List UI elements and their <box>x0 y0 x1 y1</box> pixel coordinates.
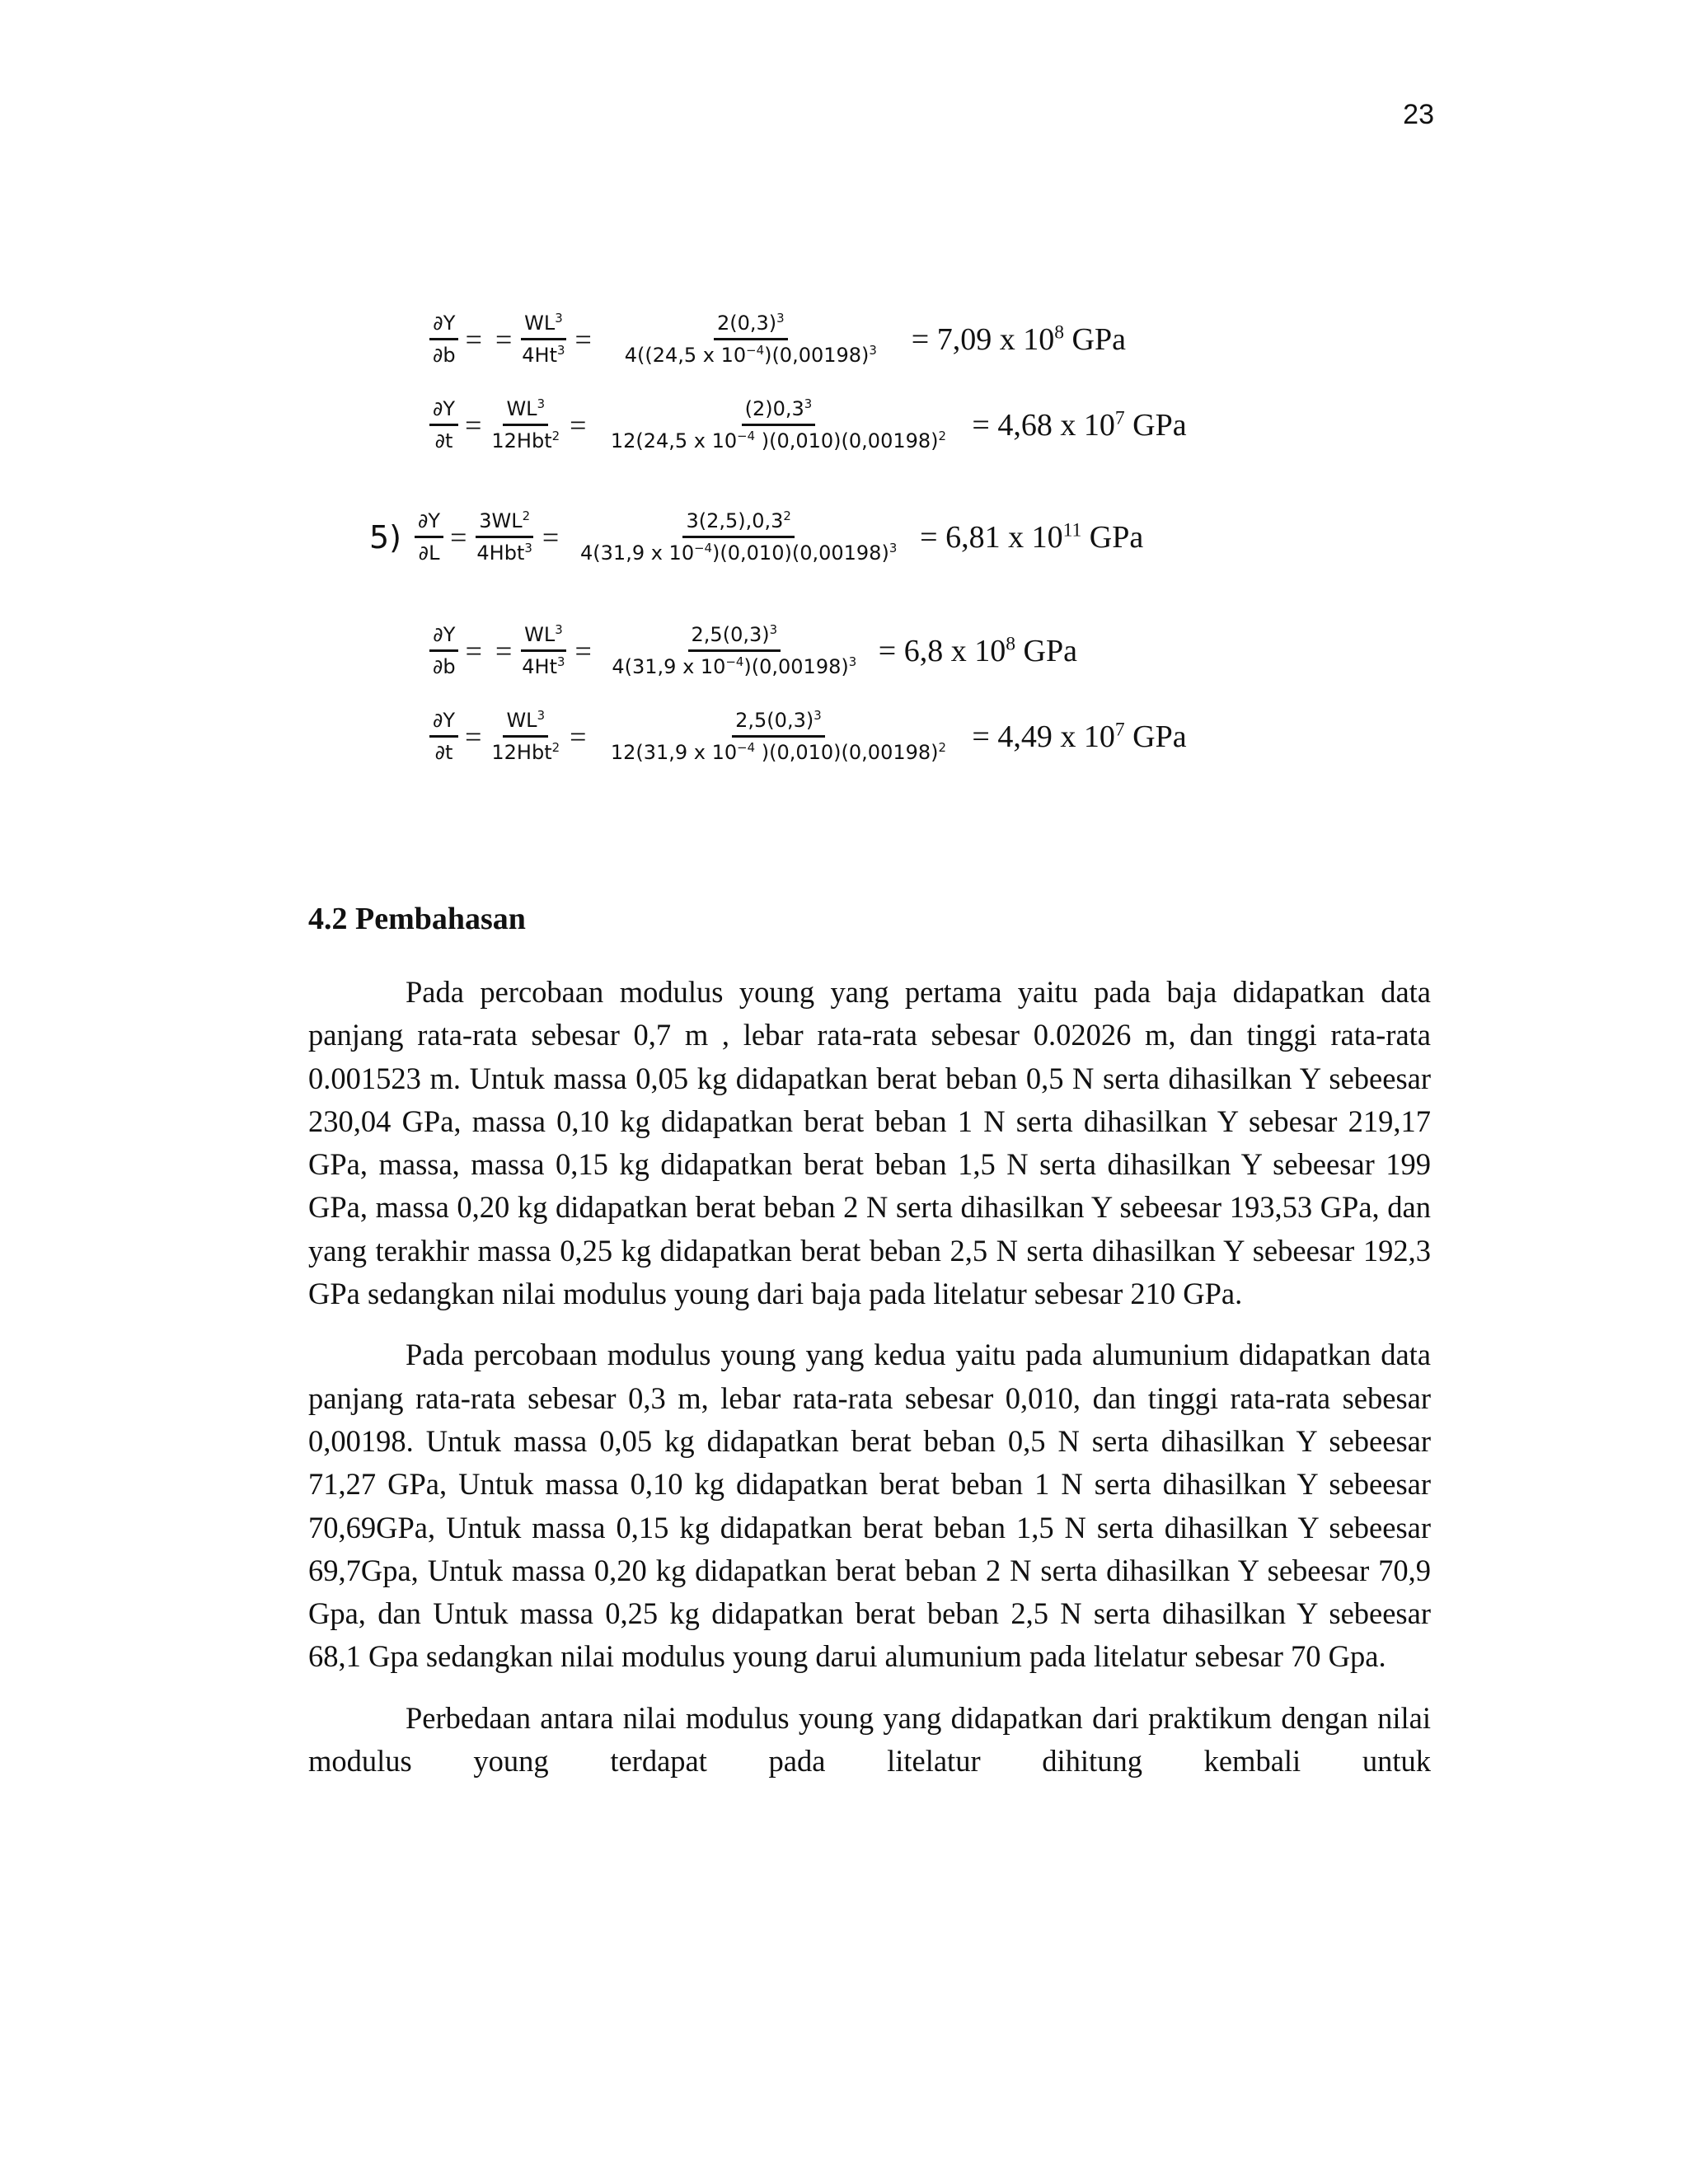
equals-sign: = <box>574 322 592 356</box>
substitution-fraction: $\frac{2,5(0,3)^3}{12(31,9 x 10^{-4} )(0,010)(0,00198)^2}$ <box>610 708 946 764</box>
formula-fraction: $\frac{WL^3}{4Ht^3}$ <box>522 311 565 367</box>
equation-row <box>416 312 1126 367</box>
formula-fraction: $\frac{WL^3}{4Ht^3}$ <box>522 622 565 678</box>
equals-sign: = <box>465 634 482 668</box>
derivative-fraction: $\frac{\partial Y}{\partial t}$ <box>429 709 458 764</box>
equation-row <box>416 709 1187 764</box>
equation-result: = 4,68 x $10^7$ GPa <box>972 406 1187 443</box>
paragraph-aluminium: Pada percobaan modulus young yang kedua yaitu pada alumunium didapatkan data panjang rata-rata sebesar 0,3 m, lebar rata-rata sebesar 0,010, dan tinggi rata-rata sebesar 0,00198. Untuk massa 0,05 kg didapatkan berat beban 0,5 N serta dihasilkan Y sebeesar 71,27 GPa, Untuk massa 0,10 kg didapatkan berat beban 1 N serta dihasilkan Y sebeesar 70,69GPa, Untuk massa 0,15 kg didapatkan berat beban 1,5 N serta dihasilkan Y sebeesar 69,7Gpa, Untuk massa 0,20 kg didapatkan berat beban 2 N serta dihasilkan Y sebeesar 70,9 Gpa, dan Untuk massa 0,25 kg didapatkan berat beban 2,5 N serta dihasilkan Y sebeesar 68,1 Gpa sedangkan nilai modulus young darui alumunium pada litelatur sebesar 70 Gpa. <box>308 1338 1431 1674</box>
paragraph-steel: Pada percobaan modulus young yang pertama yaitu pada baja didapatkan data panjang rata-rata sebesar 0,7 m , lebar rata-rata sebesar 0.02026 m, dan tinggi rata-rata 0.001523 m. Untuk massa 0,05 kg didapatkan berat beban 0,5 N serta dihasilkan Y sebeesar 230,04 GPa, massa 0,10 kg didapatkan berat beban 1 N serta dihasilkan Y sebesar 219,17 GPa, massa, massa 0,15 kg didapatkan berat beban 1,5 N serta dihasilkan Y sebeesar 199 GPa, massa 0,20 kg didapatkan berat beban 2 N serta dihasilkan Y sebeesar 193,53 GPa, dan yang terakhir massa 0,25 kg didapatkan berat beban 2,5 N serta dihasilkan Y sebeesar 192,3 GPa sedangkan nilai modulus young dari baja pada litelatur sebesar 210 GPa. <box>308 975 1431 1311</box>
substitution-fraction: $\frac{2(0,3)^3}{4((24,5 x 10^{-4})(0,00198)^3}$ <box>624 311 877 367</box>
derivative-fraction: $\frac{\partial Y}{\partial L}$ <box>415 509 443 565</box>
equals-sign: = <box>570 408 587 442</box>
page-number: 23 <box>1403 99 1434 130</box>
formula-fraction: $\frac{WL^3}{12Hbt^2}$ <box>491 708 560 764</box>
extra-equals-sign: = <box>495 634 513 668</box>
equation-result: = 6,8 x $10^8$ GPa <box>878 632 1077 668</box>
substitution-fraction: $\frac{3(2,5),0,3^2}{4(31,9 x 10^{-4})(0,010)(0,00198)^3}$ <box>580 509 898 565</box>
extra-equals-sign: = <box>495 322 513 356</box>
formula-fraction: $\frac{WL^3}{12Hbt^2}$ <box>491 396 560 452</box>
equals-sign: = <box>450 520 467 554</box>
equation-result: = 4,49 x $10^7$ GPa <box>972 718 1187 754</box>
equals-sign: = <box>465 408 482 442</box>
equation-result: = 7,09 x $10^8$ GPa <box>911 321 1126 357</box>
body-paragraphs <box>308 971 1431 1783</box>
equals-sign: = <box>542 520 560 554</box>
section-heading: 4.2 Pembahasan <box>308 902 526 936</box>
equals-sign: = <box>574 634 592 668</box>
equation-row <box>369 509 1143 565</box>
derivative-fraction: $\frac{\partial Y}{\partial b}$ <box>429 312 459 367</box>
derivative-fraction: $\frac{\partial Y}{\partial t}$ <box>429 397 458 452</box>
equation-row <box>416 623 1077 678</box>
equals-sign: = <box>465 322 482 356</box>
equation-row <box>416 397 1187 452</box>
equals-sign: = <box>570 719 587 753</box>
substitution-fraction: $\frac{(2)0,3^3}{12(24,5 x 10^{-4} )(0,010)(0,00198)^2}$ <box>610 396 946 452</box>
paragraph-difference: Perbedaan antara nilai modulus young yang didapatkan dari praktikum dengan nilai modulus young terdapat pada litelatur dihitung kembali untuk <box>308 1700 1431 1779</box>
equation-result: = 6,81 x $10^{11}$ GPa <box>920 518 1144 555</box>
substitution-fraction: $\frac{2,5(0,3)^3}{4(31,9 x 10^{-4})(0,00198)^3}$ <box>612 622 857 678</box>
equation-label: 5) <box>369 518 402 555</box>
formula-fraction: $\frac{3WL^2}{4Hbt^3}$ <box>476 509 532 565</box>
derivative-fraction: $\frac{\partial Y}{\partial b}$ <box>429 623 459 678</box>
equals-sign: = <box>465 719 482 753</box>
